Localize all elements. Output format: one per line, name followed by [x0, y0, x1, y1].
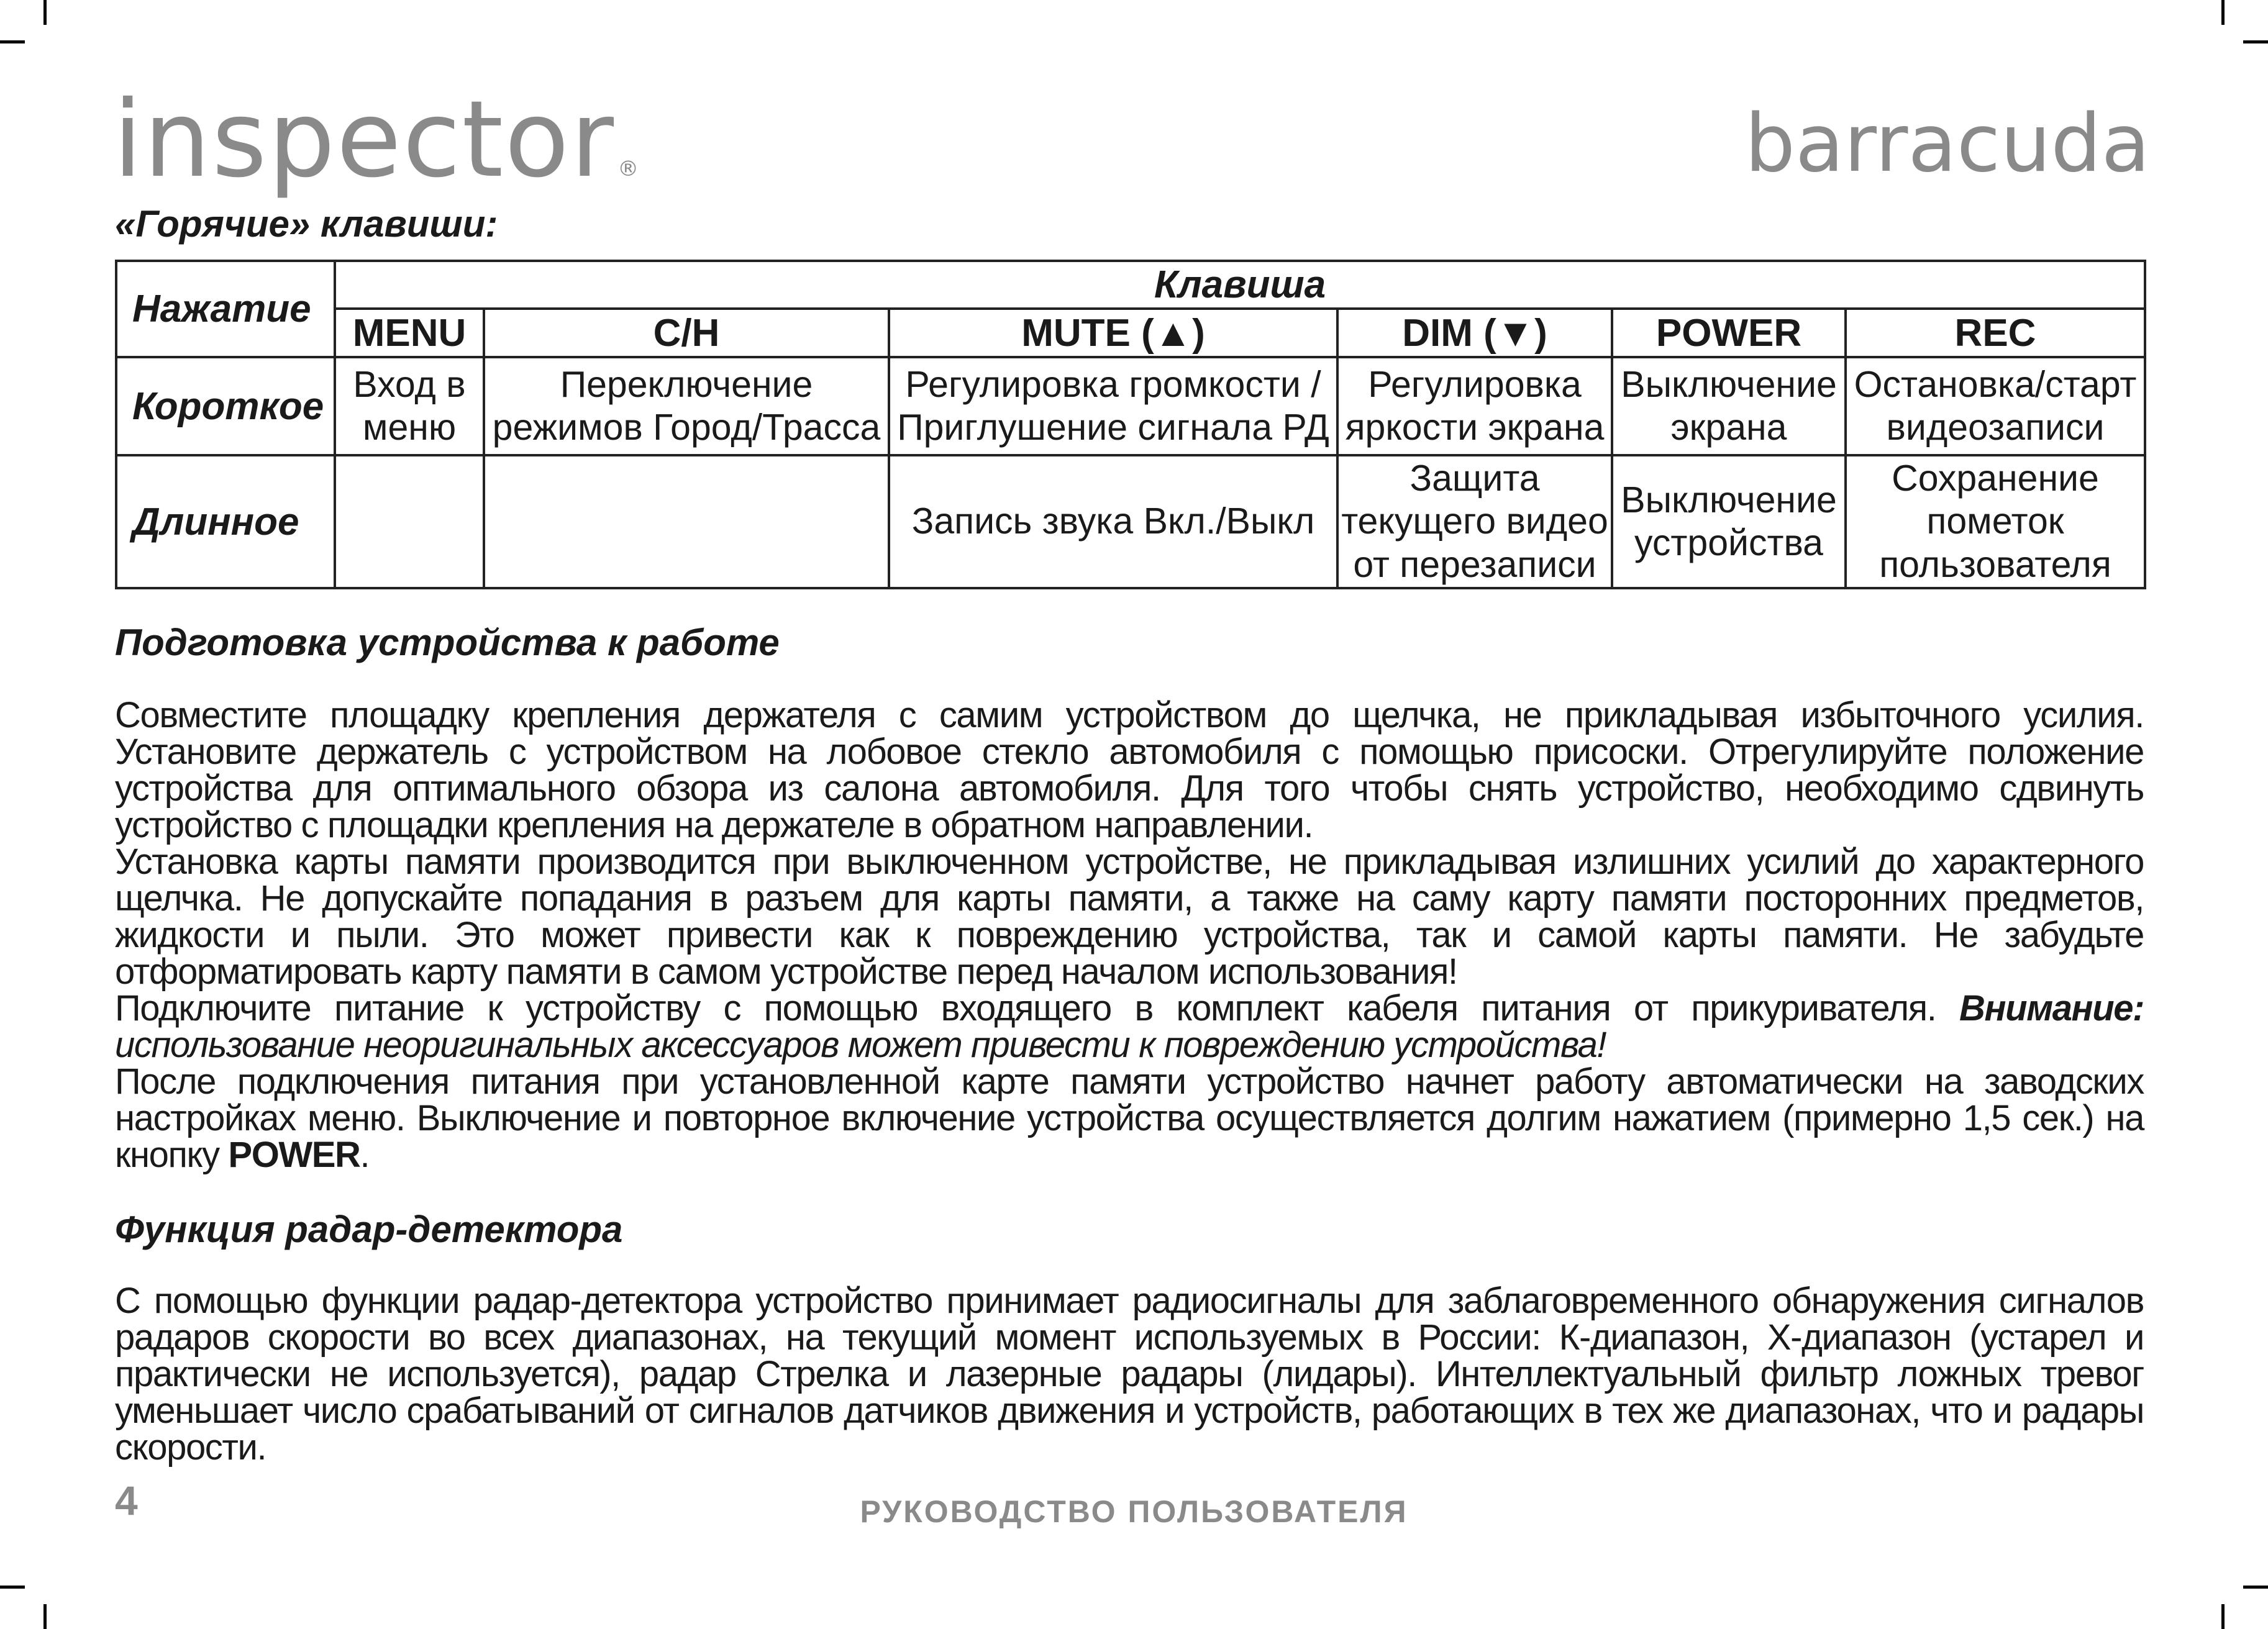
prep-paragraph-2: Установка карты памяти производится при выключенном устройстве, не прикладывая излишних усилий до характерного щелчка. Не допускайте попадания в разъем для карты памяти, а также на саму карту памяти посторонних предметов, жидкости и пыли. Это может привести как к повреждению устройства, так и самой карты памяти. Не забудьте отформатировать карту памяти в самом устройстве перед началом использования! — [115, 842, 2144, 992]
prep-body — [115, 697, 2144, 1173]
prep-paragraph-4: После подключения питания при установленной карте памяти устройство начнет работу автоматически на заводских настройках меню. Выключение и повторное включение устройства осуществляется долгим нажатием (примерно 1,5 сек.) на кнопку POWER. — [115, 1061, 2144, 1175]
barracuda-logo: barracuda — [1744, 98, 2150, 190]
cell-short-mute: Регулировка громкости / Приглушение сигнала РД — [889, 357, 1337, 455]
cell-short-power: Выключение экрана — [1612, 357, 1846, 455]
row-label-short: Короткое — [116, 357, 335, 455]
radar-paragraph-1: С помощью функции радар-детектора устройство принимает радиосигналы для заблаговременного обнаружения сигналов радаров скорости во всех диапазонах, на текущий момент используемых в России: К-диапазон, Х-диапазон (устарел и практически не используется), радар Стрелка и лазерные радары (лидары). Интеллектуальный фильтр ложных тревог уменьшает число срабатываний от сигналов датчиков движения и устройств, работающих в тех же диапазонах, что и радары скорости. — [115, 1281, 2144, 1468]
crop-mark — [43, 0, 47, 25]
registered-mark: ® — [617, 157, 640, 181]
prep-paragraph-3: Подключите питание к устройству с помощью входящего в комплект кабеля питания от прикуривателя. Внимание: использование неоригинальных аксессуаров может привести к повреждению устройства! — [115, 988, 2144, 1065]
warning-text: использование неоригинальных аксессуаров может привести к повреждению устройства! — [115, 1025, 1606, 1065]
key-rec: REC — [1846, 309, 2145, 357]
key-power: POWER — [1612, 309, 1846, 357]
row-label-long: Длинное — [116, 455, 335, 588]
key-mute: MUTE (▲) — [889, 309, 1337, 357]
key-group-header: Клавиша — [335, 261, 2145, 309]
cell-short-ch: Переключение режимов Город/Трасса — [484, 357, 889, 455]
warning-label: Внимание: — [1959, 988, 2144, 1028]
crop-mark — [2221, 1604, 2225, 1629]
inspector-logo: inspector ® — [113, 78, 640, 201]
hotkeys-title: «Горячие» клавиши: — [115, 203, 498, 245]
cell-short-dim: Регулировка яркости экрана — [1337, 357, 1612, 455]
crop-mark — [2221, 0, 2225, 25]
table-row — [116, 357, 2145, 455]
power-button-ref: POWER — [228, 1135, 360, 1175]
table-row — [116, 455, 2145, 588]
cell-long-dim: Защита текущего видео от перезаписи — [1337, 455, 1612, 588]
key-dim: DIM (▼) — [1337, 309, 1612, 357]
crop-mark — [43, 1604, 47, 1629]
press-header: Нажатие — [116, 261, 335, 357]
prep-title: Подготовка устройства к работе — [115, 622, 780, 663]
crop-mark — [0, 1586, 25, 1589]
crop-mark — [0, 40, 25, 43]
prep-paragraph-1: Совместите площадку крепления держателя с самим устройством до щелчка, не прикладывая избыточного усилия. Установите держатель с устройством на лобовое стекло автомобиля с помощью присоски. Отрегулируйте положение устройства для оптимального обзора из салона автомобиля. Для того чтобы снять устройство, необходимо сдвинуть устройство с площадки крепления на держателе в обратном направлении. — [115, 695, 2144, 845]
cell-short-menu: Вход в меню — [335, 357, 484, 455]
cell-short-rec: Остановка/старт видеозаписи — [1846, 357, 2145, 455]
key-menu: MENU — [335, 309, 484, 357]
crop-mark — [2243, 1586, 2268, 1589]
hotkeys-table — [115, 260, 2146, 589]
radar-body — [115, 1282, 2144, 1466]
key-ch: C/H — [484, 309, 889, 357]
crop-mark — [2243, 40, 2268, 43]
cell-long-mute: Запись звука Вкл./Выкл — [889, 455, 1337, 588]
cell-long-power: Выключение устройства — [1612, 455, 1846, 588]
footer-label: РУКОВОДСТВО ПОЛЬЗОВАТЕЛЯ — [860, 1494, 1408, 1529]
cell-long-rec: Сохранение пометок пользователя — [1846, 455, 2145, 588]
radar-title: Функция радар-детектора — [115, 1209, 623, 1250]
page-number: 4 — [115, 1477, 138, 1523]
cell-long-menu — [335, 455, 484, 588]
cell-long-ch — [484, 455, 889, 588]
